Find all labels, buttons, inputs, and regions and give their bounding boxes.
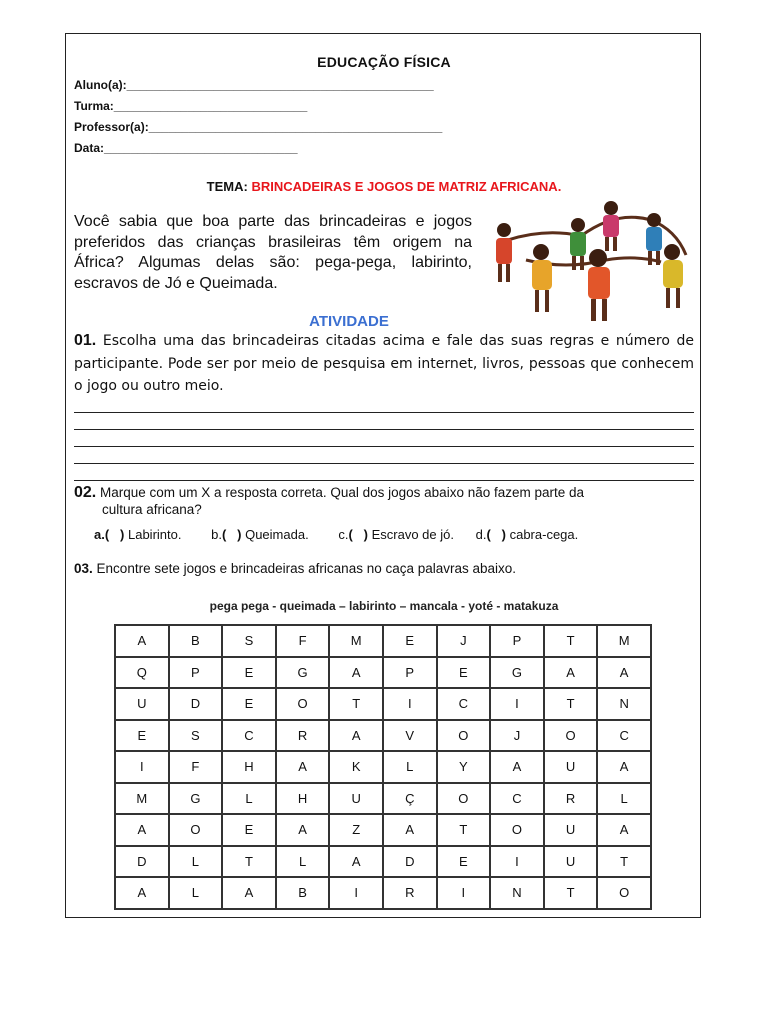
grid-cell[interactable]: R — [276, 720, 330, 752]
grid-cell[interactable]: F — [169, 751, 223, 783]
question-2-number: 02. — [74, 484, 97, 501]
grid-cell[interactable]: L — [169, 877, 223, 909]
grid-row — [115, 657, 651, 689]
grid-cell[interactable]: T — [544, 688, 598, 720]
grid-cell[interactable]: H — [222, 751, 276, 783]
grid-cell[interactable]: N — [597, 688, 651, 720]
grid-cell[interactable]: A — [597, 814, 651, 846]
grid-cell[interactable]: A — [276, 751, 330, 783]
answer-line[interactable] — [74, 480, 694, 481]
student-field[interactable]: Aluno(a):______________________________________________ — [74, 78, 434, 92]
grid-cell[interactable]: V — [383, 720, 437, 752]
grid-cell[interactable]: R — [383, 877, 437, 909]
grid-cell[interactable]: I — [490, 688, 544, 720]
question-2 — [74, 484, 694, 518]
grid-row — [115, 625, 651, 657]
answer-line[interactable] — [74, 463, 694, 464]
grid-cell[interactable]: F — [276, 625, 330, 657]
question-2-text: Marque com um X a resposta correta. Qual dos jogos abaixo não fazem parte da — [100, 485, 585, 500]
grid-cell[interactable]: O — [437, 783, 491, 815]
grid-cell[interactable]: C — [597, 720, 651, 752]
grid-cell[interactable]: U — [329, 783, 383, 815]
grid-cell[interactable]: H — [276, 783, 330, 815]
grid-cell[interactable]: U — [115, 688, 169, 720]
grid-cell[interactable]: A — [597, 657, 651, 689]
grid-cell[interactable]: O — [597, 877, 651, 909]
grid-cell[interactable]: N — [490, 877, 544, 909]
grid-cell[interactable]: O — [490, 814, 544, 846]
grid-cell[interactable]: B — [276, 877, 330, 909]
grid-cell[interactable]: T — [329, 688, 383, 720]
answer-line[interactable] — [74, 429, 694, 430]
grid-cell[interactable]: T — [544, 625, 598, 657]
grid-cell[interactable]: C — [222, 720, 276, 752]
grid-cell[interactable]: J — [437, 625, 491, 657]
grid-cell[interactable]: E — [383, 625, 437, 657]
page-title: EDUCAÇÃO FÍSICA — [317, 54, 451, 70]
grid-cell[interactable]: E — [222, 688, 276, 720]
grid-row — [115, 783, 651, 815]
grid-cell[interactable]: G — [276, 657, 330, 689]
grid-cell[interactable]: D — [115, 846, 169, 878]
teacher-field[interactable]: Professor(a):____________________________________________ — [74, 120, 443, 134]
grid-cell[interactable]: B — [169, 625, 223, 657]
grid-cell[interactable]: E — [222, 657, 276, 689]
grid-cell[interactable]: D — [169, 688, 223, 720]
grid-cell[interactable]: P — [383, 657, 437, 689]
grid-row — [115, 688, 651, 720]
grid-cell[interactable]: M — [597, 625, 651, 657]
grid-cell[interactable]: O — [169, 814, 223, 846]
grid-cell[interactable]: I — [490, 846, 544, 878]
question-1-number: 01. — [74, 332, 97, 349]
grid-cell[interactable]: L — [383, 751, 437, 783]
grid-cell[interactable]: Ç — [383, 783, 437, 815]
grid-cell[interactable]: U — [544, 814, 598, 846]
grid-cell[interactable]: A — [115, 877, 169, 909]
intro-paragraph: Você sabia que boa parte das brincadeiras e jogos preferidos das crianças brasileiras têm origem na África? Algumas delas são: pega-pega, labirinto, escravos de Jó e Queimada. — [74, 213, 472, 292]
grid-cell[interactable]: L — [276, 846, 330, 878]
grid-cell[interactable]: A — [544, 657, 598, 689]
grid-cell[interactable]: C — [437, 688, 491, 720]
option-b[interactable]: b.( ) Queimada. — [211, 527, 309, 542]
grid-cell[interactable]: O — [437, 720, 491, 752]
answer-line[interactable] — [74, 412, 694, 413]
question-1 — [74, 330, 694, 398]
grid-cell[interactable]: M — [329, 625, 383, 657]
grid-cell[interactable]: S — [222, 625, 276, 657]
grid-cell[interactable]: A — [490, 751, 544, 783]
grid-cell[interactable]: I — [383, 688, 437, 720]
question-2-text-cont: cultura africana? — [102, 502, 202, 517]
question-3-text: Encontre sete jogos e brincadeiras africanas no caça palavras abaixo. — [96, 561, 517, 576]
grid-cell[interactable]: A — [329, 846, 383, 878]
grid-cell[interactable]: A — [276, 814, 330, 846]
grid-cell[interactable]: T — [597, 846, 651, 878]
grid-cell[interactable]: A — [115, 625, 169, 657]
question-1-text: Escolha uma das brincadeiras citadas acima e fale das suas regras e número de participante. Pode ser por meio de pesquisa em internet, livros, pessoas que conhecem o jogo ou outro meio. — [74, 333, 694, 394]
grid-cell[interactable]: U — [544, 751, 598, 783]
question-3 — [74, 561, 516, 576]
grid-cell[interactable]: O — [544, 720, 598, 752]
grid-row — [115, 751, 651, 783]
grid-cell[interactable]: D — [383, 846, 437, 878]
grid-cell[interactable]: A — [383, 814, 437, 846]
class-field[interactable]: Turma:_____________________________ — [74, 99, 308, 113]
option-a[interactable]: a.( ) Labirinto. — [94, 527, 182, 542]
grid-cell[interactable]: I — [437, 877, 491, 909]
grid-cell[interactable]: E — [437, 846, 491, 878]
grid-cell[interactable]: R — [544, 783, 598, 815]
grid-cell[interactable]: P — [490, 625, 544, 657]
grid-row — [115, 846, 651, 878]
worksheet — [65, 33, 701, 918]
grid-cell[interactable]: L — [222, 783, 276, 815]
grid-cell[interactable]: E — [437, 657, 491, 689]
grid-cell[interactable]: E — [115, 720, 169, 752]
grid-cell[interactable]: A — [329, 720, 383, 752]
activity-heading: ATIVIDADE — [309, 313, 389, 330]
grid-cell[interactable]: A — [115, 814, 169, 846]
grid-row — [115, 877, 651, 909]
answer-line[interactable] — [74, 446, 694, 447]
grid-cell[interactable]: O — [276, 688, 330, 720]
grid-cell[interactable]: Z — [329, 814, 383, 846]
grid-cell[interactable]: P — [169, 657, 223, 689]
theme-heading — [66, 179, 702, 194]
theme-text: BRINCADEIRAS E JOGOS DE MATRIZ AFRICANA. — [251, 179, 562, 194]
grid-cell[interactable]: A — [597, 751, 651, 783]
question-3-number: 03. — [74, 561, 93, 576]
grid-cell[interactable]: A — [329, 657, 383, 689]
grid-cell[interactable]: T — [222, 846, 276, 878]
option-d[interactable]: d.( ) cabra-cega. — [475, 527, 579, 542]
question-2-options — [94, 527, 578, 542]
grid-cell[interactable]: Y — [437, 751, 491, 783]
word-search-grid — [114, 624, 652, 910]
grid-cell[interactable]: A — [222, 877, 276, 909]
grid-cell[interactable]: G — [169, 783, 223, 815]
grid-cell[interactable]: T — [544, 877, 598, 909]
grid-row — [115, 720, 651, 752]
grid-cell[interactable]: E — [222, 814, 276, 846]
grid-cell[interactable]: L — [169, 846, 223, 878]
grid-cell[interactable]: J — [490, 720, 544, 752]
grid-cell[interactable]: U — [544, 846, 598, 878]
date-field[interactable]: Data:_____________________________ — [74, 141, 298, 155]
grid-row — [115, 814, 651, 846]
grid-cell[interactable]: Q — [115, 657, 169, 689]
children-dancing-illustration — [486, 200, 696, 324]
grid-cell[interactable]: G — [490, 657, 544, 689]
theme-prefix: TEMA: — [206, 179, 248, 194]
word-list: pega pega - queimada – labirinto – mancala - yoté - matakuza — [209, 599, 559, 613]
grid-cell[interactable]: I — [115, 751, 169, 783]
option-c[interactable]: c.( ) Escravo de jó. — [338, 527, 454, 542]
grid-cell[interactable]: K — [329, 751, 383, 783]
grid-cell[interactable]: M — [115, 783, 169, 815]
grid-cell[interactable]: L — [597, 783, 651, 815]
grid-cell[interactable]: I — [329, 877, 383, 909]
grid-cell[interactable]: S — [169, 720, 223, 752]
grid-cell[interactable]: C — [490, 783, 544, 815]
grid-cell[interactable]: T — [437, 814, 491, 846]
